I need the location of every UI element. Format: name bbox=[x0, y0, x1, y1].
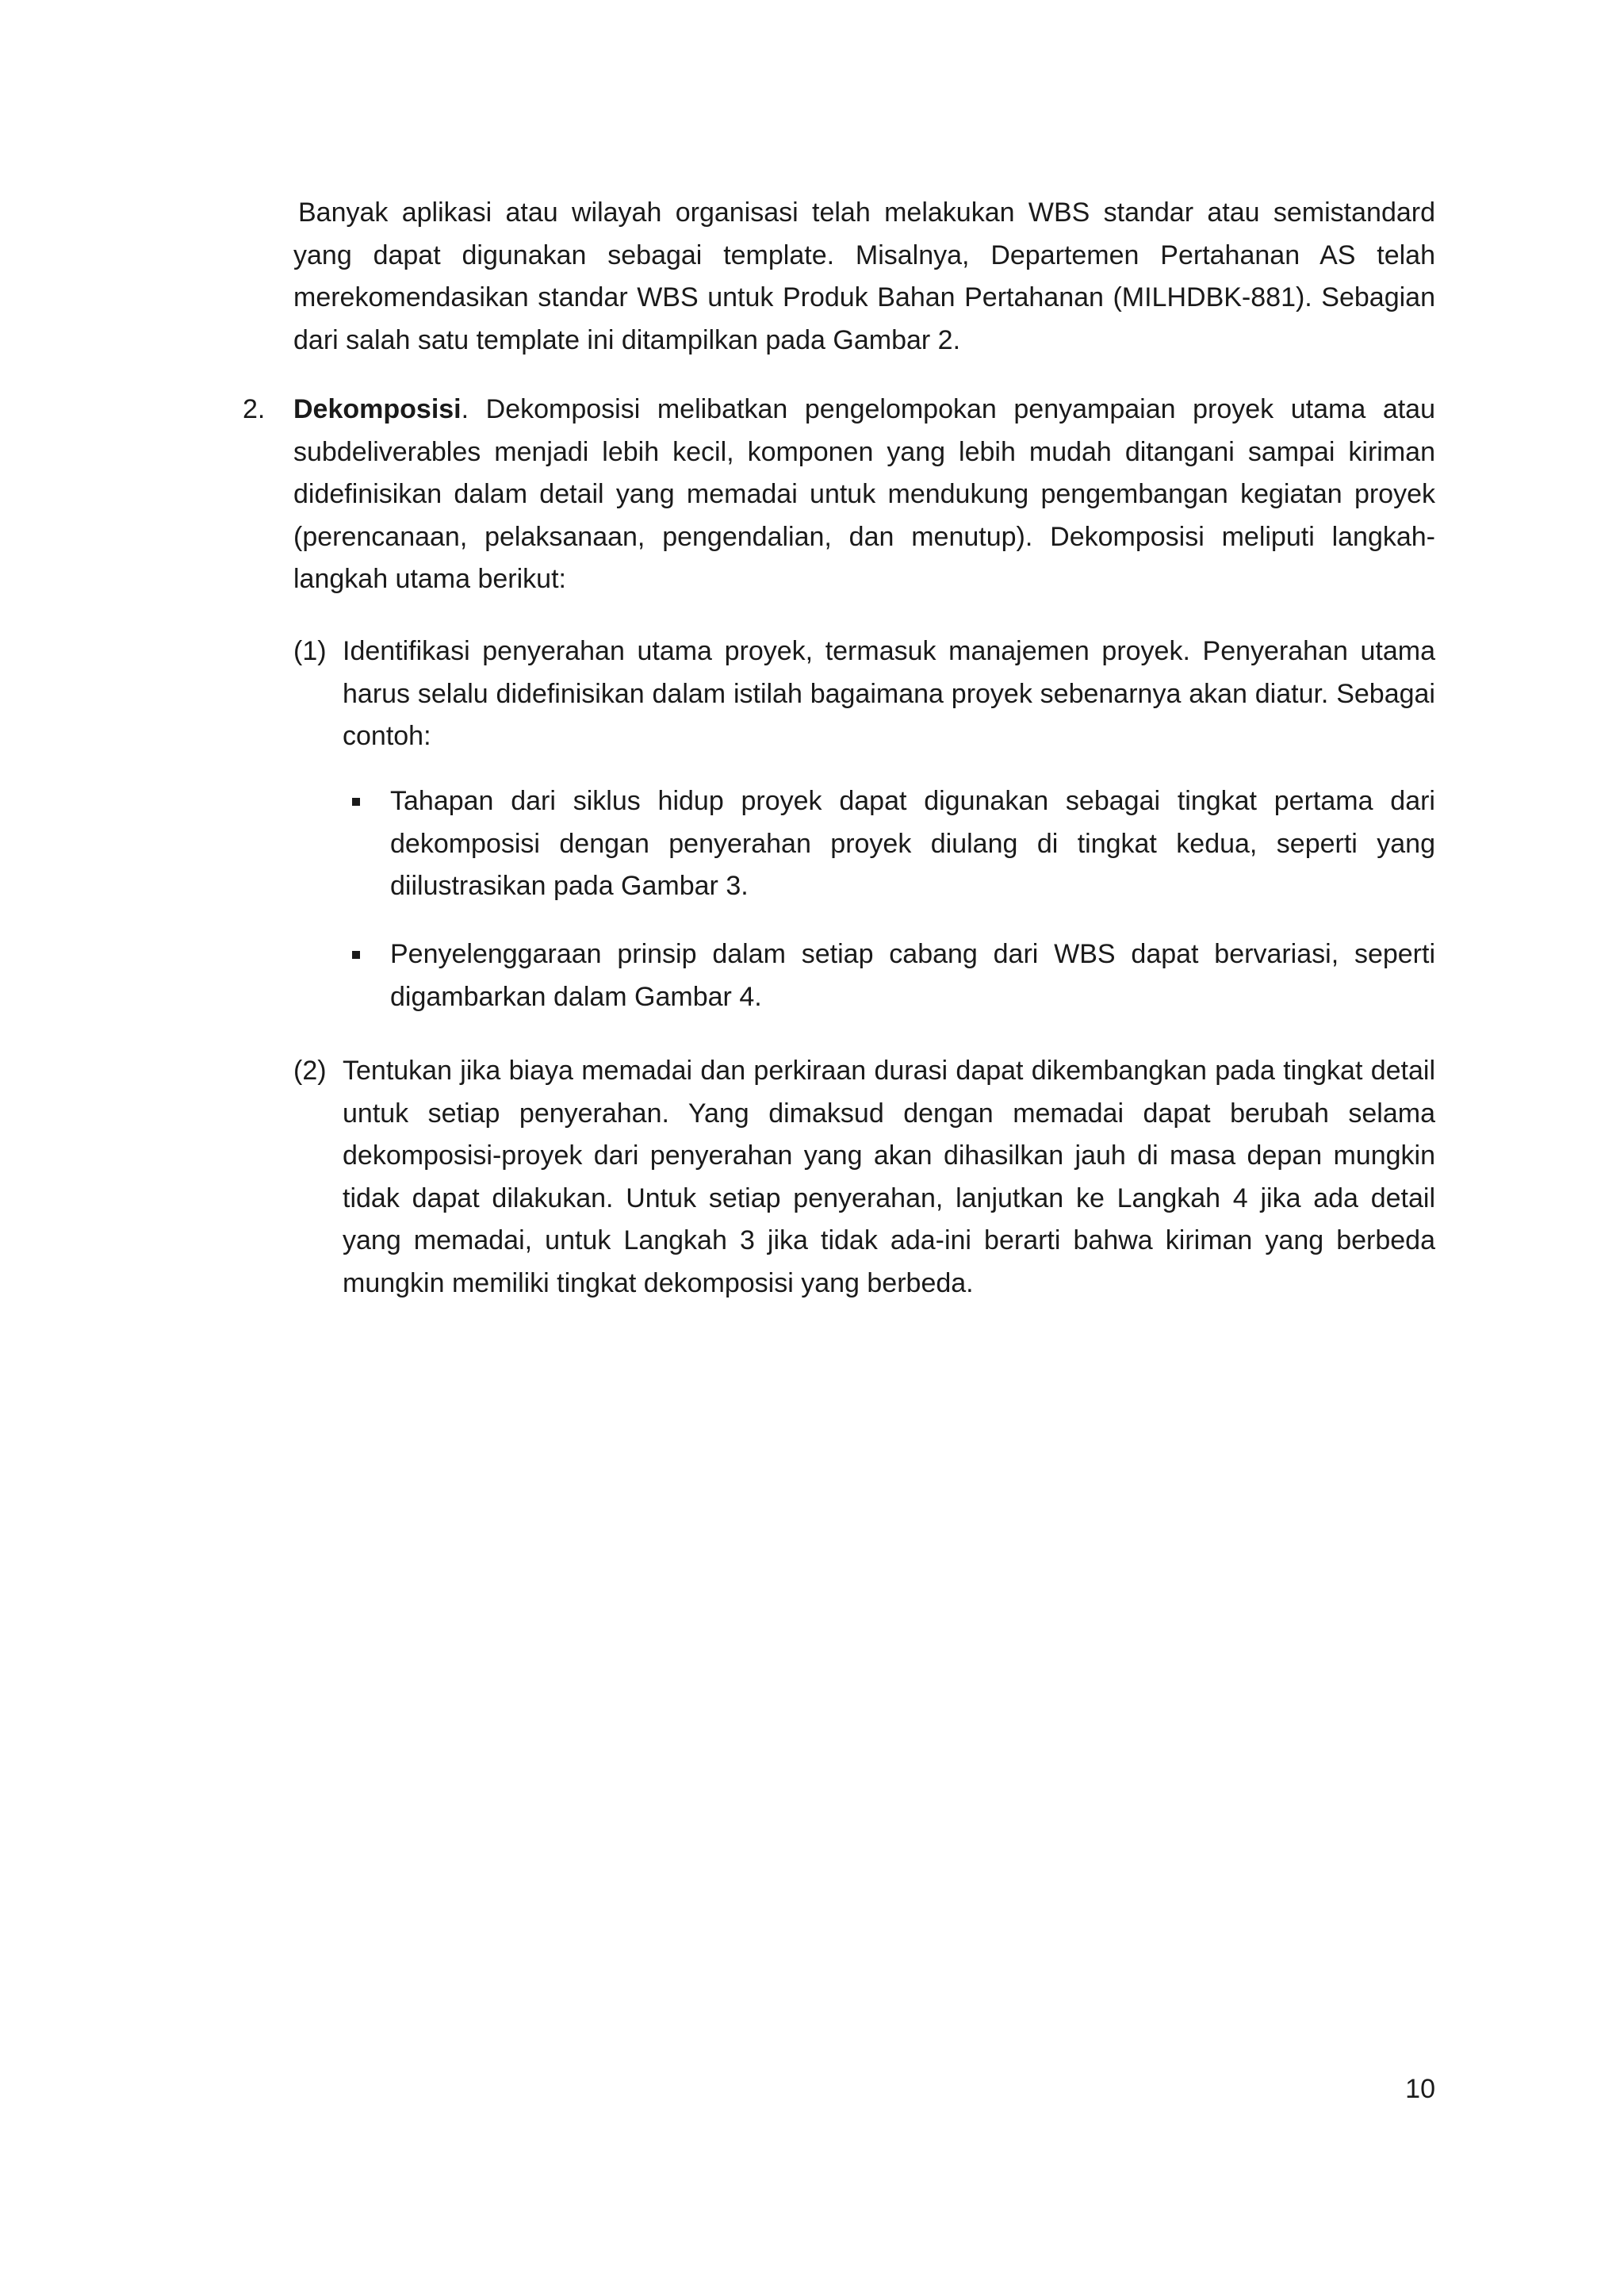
square-bullet-icon bbox=[352, 951, 360, 959]
bullet-item-2: Penyelenggaraan prinsip dalam setiap cabang dari WBS dapat bervariasi, seperti digambarkan dalam Gambar 4. bbox=[390, 939, 1435, 1012]
page-number: 10 bbox=[1405, 2074, 1435, 2104]
list-number-2: 2. bbox=[243, 394, 266, 424]
list-item-dekomposisi bbox=[293, 389, 1435, 601]
intro-paragraph: Banyak aplikasi atau wilayah organisasi telah melakukan WBS standar atau semistandard yang dapat digunakan sebagai template. Misalnya, Departemen Pertahanan AS telah merekomendasikan standar WBS untuk Produk Bahan Pertahanan (MILHDBK-881). Sebagian dari salah satu template ini ditampilkan pada Gambar 2. bbox=[293, 197, 1435, 355]
subitem-1-text: Identifikasi penyerahan utama proyek, termasuk manajemen proyek. Penyerahan utama harus selalu didefinisikan dalam istilah bagaimana proyek sebenarnya akan diatur. Sebagai contoh: bbox=[343, 636, 1435, 751]
dekomposisi-heading: Dekomposisi bbox=[293, 394, 462, 424]
dekomposisi-text: . Dekomposisi melibatkan pengelompokan penyampaian proyek utama atau subdeliverables menjadi lebih kecil, komponen yang lebih mudah ditangani sampai kiriman didefinisikan dalam detail yang memadai untuk mendukung pengembangan kegiatan proyek (perencanaan, pelaksanaan, pengendalian, dan menutup). Dekomposisi meliputi langkah-langkah utama berikut: bbox=[293, 394, 1435, 594]
subitem-number-2: (2) bbox=[293, 1056, 327, 1086]
subitem-number-1: (1) bbox=[293, 636, 327, 666]
bullet-item-1: Tahapan dari siklus hidup proyek dapat digunakan sebagai tingkat pertama dari dekomposisi dengan penyerahan proyek diulang di tingkat kedua, seperti yang diilustrasikan pada Gambar 3. bbox=[390, 786, 1435, 901]
subitem-2-text: Tentukan jika biaya memadai dan perkiraan durasi dapat dikembangkan pada tingkat detail untuk setiap penyerahan. Yang dimaksud dengan memadai dapat berubah selama dekomposisi-proyek dari penyerahan yang akan dihasilkan jauh di masa depan mungkin tidak dapat dilakukan. Untuk setiap penyerahan, lanjutkan ke Langkah 4 jika ada detail yang memadai, untuk Langkah 3 jika tidak ada-ini berarti bahwa kiriman yang berbeda mungkin memiliki tingkat dekomposisi yang berbeda. bbox=[343, 1056, 1435, 1298]
square-bullet-icon bbox=[352, 798, 360, 806]
